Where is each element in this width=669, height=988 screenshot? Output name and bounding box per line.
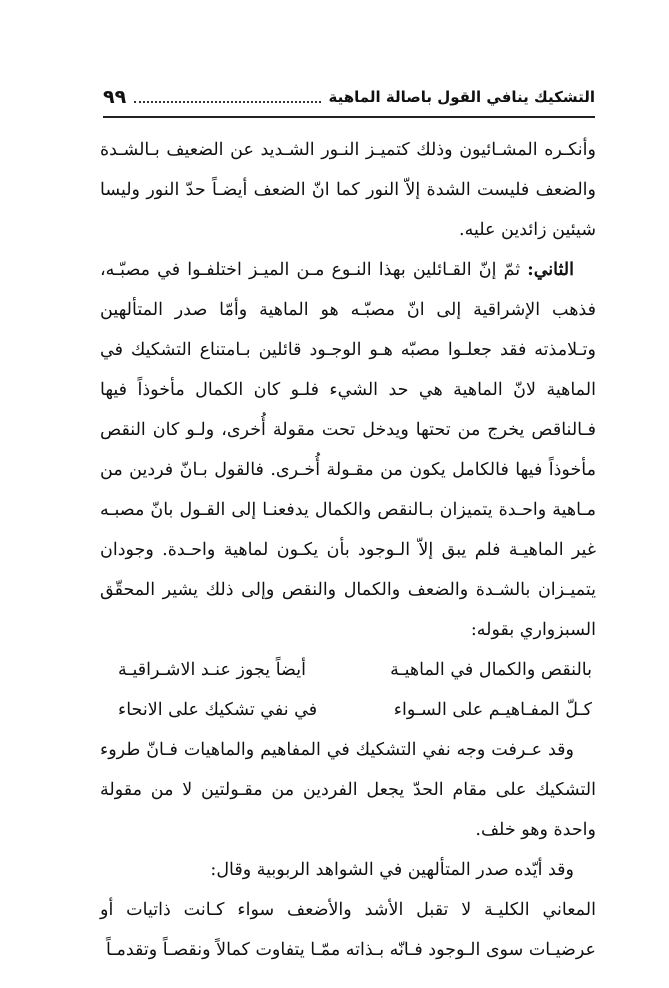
paragraph-2-label: الثاني: (527, 260, 574, 280)
header-dot-leader (134, 101, 320, 103)
verse-1-right-hemistich: بالنقص والكمال في الماهيـة (390, 660, 592, 680)
page-number: ٩٩ (103, 86, 127, 108)
verse-line-1 (100, 650, 596, 690)
paragraph-3: وقد عـرفت وجه نفي التشكيك في المفاهيم والماهيات فـانّ طروء التشكيك على مقام الحدّ يجعل الفردين من مقـولتين لا من مقولة واحدة وهو خلف. (100, 740, 596, 840)
paragraph-2-text: ثمّ إنّ القـائلين بهذا النـوع مـن الميـز اختلفـوا في مصبّـه، فذهب الإشراقية إلى انّ مصبّـه هو الماهية وأمّا صدر المتألهين وتـلامذته فقد جعلـوا مصبّه هـو الوجـود قائلين بـامتناع التشكيك في الماهية لانّ الماهية هي حد الشيء فلـو كان الكمال مأخوذاً فيها فـالناقص يخرج من تحتها ويدخل تحت مقولة أُخرى، ولـو كان النقص مأخوذاً فيها فالكامل يكون من مقـولة أُخـرى. فالقول بـانّ فردين من مـاهية واحـدة يتميزان بـالنقص والكمال يدفعنـا إلى القـول بانّ مصبـه غير الماهيـة فلم يبق إلاّ الـوجود بأن يكـون لماهية واحـدة. وجودان يتميـزان بالشـدة والضعف والكمال والنقص وإلى ذلك يشير المحقّق السبزواري بقوله: (100, 260, 596, 640)
verse-2-left-hemistich: في نفي تشكيك على الانحاء (118, 700, 318, 720)
header-rule (103, 116, 595, 118)
paragraph-2 (100, 250, 596, 650)
verse-line-2 (100, 690, 596, 730)
paragraph-1: وأنكـره المشـائيون وذلك كتميـز النـور الشـديد عن الضعيف بـالشـدة والضعف فليست الشدة إلاّ النور كما انّ الضعف أيضـاً حدّ النور وليسا شيئين زائدين عليه. (100, 140, 596, 240)
verse-1-left-hemistich: أيضاً يجوز عنـد الاشـراقيـة (118, 660, 306, 680)
paragraph-5: المعاني الكليـة لا تقبل الأشد والأضعف سواء كـانت ذاتيات أو عرضيـات سوى الـوجود فـانّه بـذاته ممّـا يتفاوت كمالاً ونقصـاً وتقدمـاً (100, 900, 596, 960)
page-body (100, 130, 596, 970)
header-title: التشكيك ينافي القول باصالة الماهية (328, 88, 595, 106)
paragraph-4: وقد أيّده صدر المتألهين في الشواهد الربوبية وقال: (210, 860, 574, 880)
verse-2-right-hemistich: كـلّ المفـاهيـم على السـواء (393, 700, 592, 720)
running-header (103, 80, 595, 114)
